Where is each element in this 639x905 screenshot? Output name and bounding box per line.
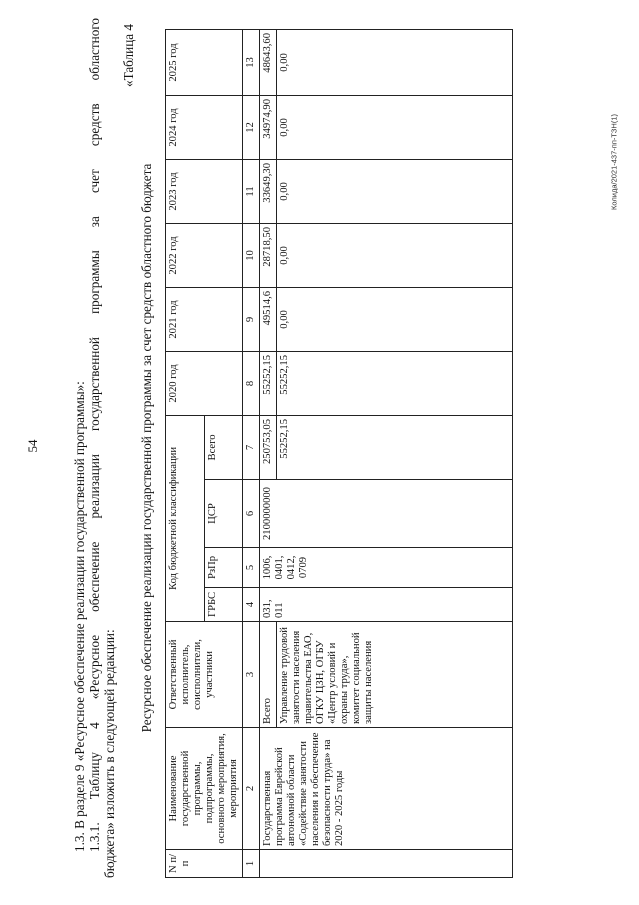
header-executor: Ответственный исполнитель, соисполнители, участники — [166, 622, 243, 728]
header-year-2020: 2020 год — [166, 351, 243, 415]
header-year-2021: 2021 год — [166, 287, 243, 351]
header-year-2024: 2024 год — [166, 95, 243, 159]
csr-value: 2100000000 — [260, 480, 513, 548]
col-number: 8 — [243, 351, 260, 415]
col-number: 6 — [243, 480, 260, 548]
intro-line-3: бюджета» изложить в следующей редакции: — [102, 629, 117, 878]
header-row-1 — [166, 29, 205, 877]
total-value: 55252,15 — [277, 415, 513, 479]
row-num-cell — [260, 850, 513, 878]
col-number: 2 — [243, 728, 260, 850]
value-2021: 49514,6 — [260, 287, 277, 351]
resource-table — [165, 29, 513, 878]
intro-text — [72, 18, 117, 878]
col-number: 4 — [243, 588, 260, 622]
col-number: 7 — [243, 415, 260, 479]
col-number: 13 — [243, 29, 260, 95]
header-num: N п/п — [166, 850, 243, 878]
document-code: Колида/2021-437-пп-ТЗН(1) — [609, 114, 619, 210]
value-2024: 0,00 — [277, 95, 513, 159]
column-number-row — [243, 29, 260, 877]
header-year-2022: 2022 год — [166, 223, 243, 287]
value-2020: 55252,15 — [277, 351, 513, 415]
value-2023: 0,00 — [277, 159, 513, 223]
executor-list: Управление трудовой занятости населения правительства ЕАО, ОГКУ ЦЗН, ОГБУ «Центр условий и охраны труда», комитет социальной защиты населения — [277, 622, 513, 728]
header-total: Всего — [204, 415, 243, 479]
total-value: 250753,05 — [260, 415, 277, 479]
table-row — [260, 29, 277, 877]
page-number: 54 — [25, 439, 40, 453]
table-title: Ресурсное обеспечение реализации государственной программы за счет средств областного бюджета — [139, 163, 154, 733]
executor-total: Всего — [260, 622, 277, 728]
header-year-2023: 2023 год — [166, 159, 243, 223]
value-2024: 34974,90 — [260, 95, 277, 159]
header-name: Наименование государственной программы, подпрограммы, основного мероприятия, мероприятия — [166, 728, 243, 850]
header-year-2025: 2025 год — [166, 29, 243, 95]
value-2021: 0,00 — [277, 287, 513, 351]
header-grbs: ГРБС — [204, 588, 243, 622]
col-number: 12 — [243, 95, 260, 159]
value-2025: 0,00 — [277, 29, 513, 95]
header-csr: ЦСР — [204, 480, 243, 548]
program-name: Государственная программа Еврейской автономной области «Содействие занятости населения и обеспечение безопасности труда» на 2020 - 2025 годы — [260, 728, 513, 850]
value-2023: 33649,30 — [260, 159, 277, 223]
header-rzpr: РзПр — [204, 548, 243, 588]
col-number: 1 — [243, 850, 260, 878]
header-budget-code: Код бюджетной классификации — [166, 415, 205, 621]
col-number: 9 — [243, 287, 260, 351]
rotated-page-content — [72, 18, 587, 878]
value-2020: 55252,15 — [260, 351, 277, 415]
value-2022: 0,00 — [277, 223, 513, 287]
value-2022: 28718,50 — [260, 223, 277, 287]
grbs-value: 031, 011 — [260, 588, 513, 622]
intro-line-1: 1.3. В разделе 9 «Ресурсное обеспечение реализации государственной программы»: — [72, 381, 87, 852]
col-number: 3 — [243, 622, 260, 728]
table-caption: «Таблица 4 — [121, 24, 136, 87]
intro-line-2: 1.3.1. Таблицу 4 «Ресурсное обеспечение реализации государственной программы за счет средств областного — [87, 18, 102, 852]
col-number: 5 — [243, 548, 260, 588]
col-number: 11 — [243, 159, 260, 223]
col-number: 10 — [243, 223, 260, 287]
rzpr-value: 1006, 0401, 0412, 0709 — [260, 548, 513, 588]
value-2025: 48643,60 — [260, 29, 277, 95]
